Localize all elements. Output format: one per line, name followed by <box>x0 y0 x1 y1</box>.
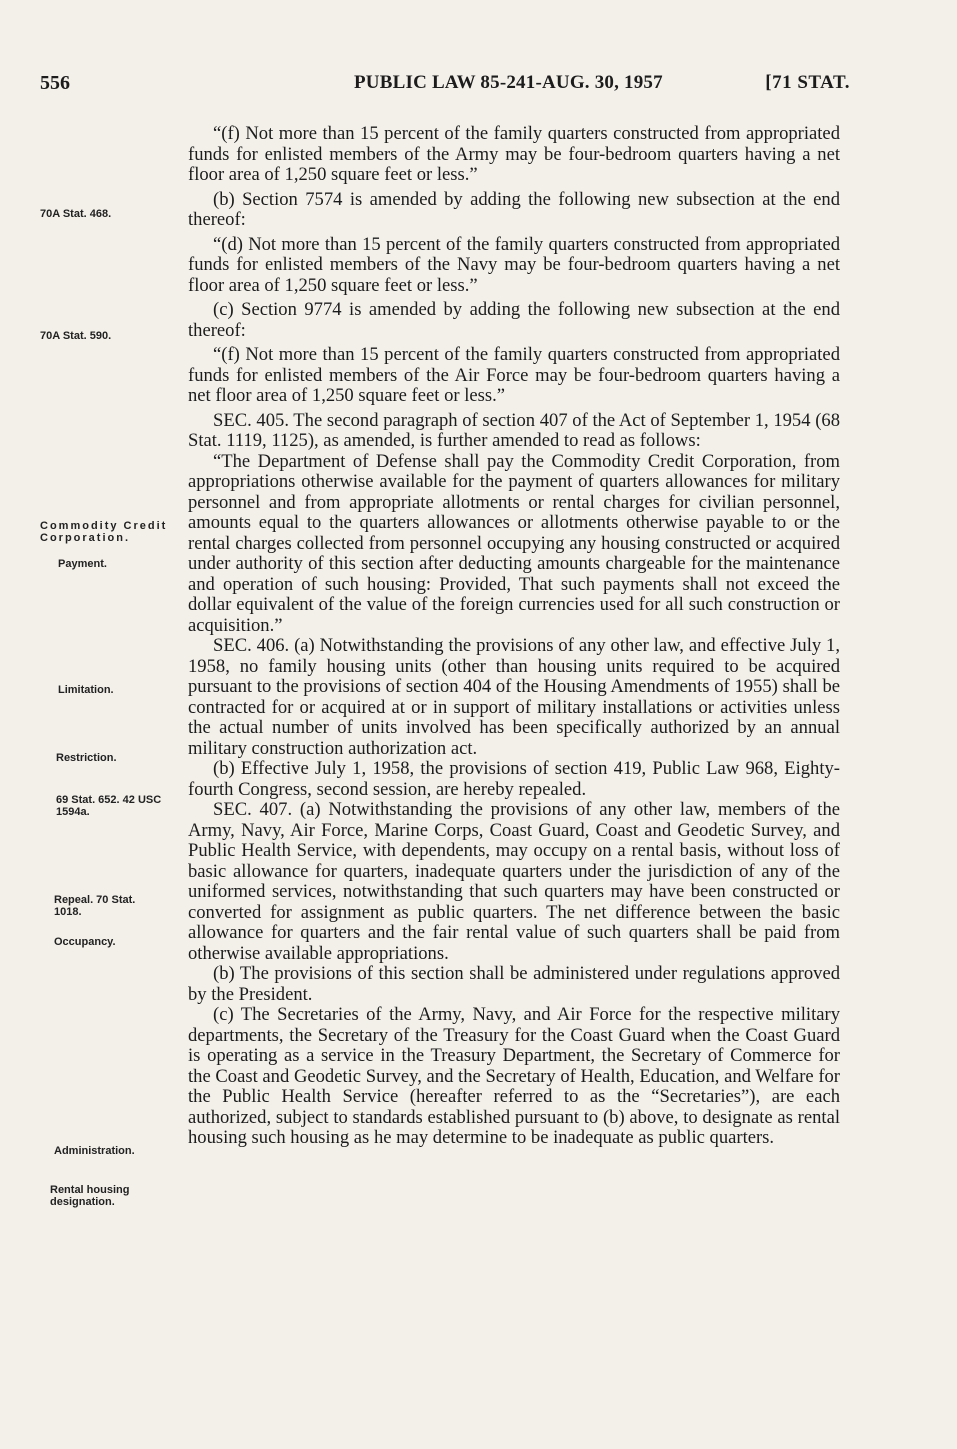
paragraph: “(f) Not more than 15 percent of the family quarters constructed from appropriated funds for enlisted members of the Air Force may be four-bedroom quarters having a net floor area of 1,250 square feet or less.” <box>188 344 840 406</box>
page-header <box>40 72 850 102</box>
running-title: PUBLIC LAW 85-241-AUG. 30, 1957 <box>354 72 663 93</box>
paragraph: (c) The Secretaries of the Army, Navy, and Air Force for the respective military departments, the Secretary of the Treasury for the Coast Guard when the Coast Guard is operating as a service in the Treasury Department, the Secretary of Commerce for the Coast and Geodetic Survey, and the Secretary of Health, Education, and Welfare for the Public Health Service (hereafter referred to as the “Secretaries”), are each authorized, subject to standards established pursuant to (b) above, to designate as rental housing such housing as he may determine to be inadequate as public quarters. <box>188 1004 840 1148</box>
margin-note-limitation: Limitation. <box>58 684 114 696</box>
margin-note-repeal: Repeal. 70 Stat. 1018. <box>54 894 136 918</box>
margin-note-commodity-credit: Commodity Credit Corporation. <box>40 520 168 544</box>
paragraph: “(f) Not more than 15 percent of the family quarters constructed from appropriated funds for enlisted members of the Army may be four-bedroom quarters having a net floor area of 1,250 square feet or less.” <box>188 123 840 185</box>
page-number: 556 <box>40 72 70 94</box>
paragraph: (b) Section 7574 is amended by adding the following new subsection at the end thereof: <box>188 188 840 230</box>
body-text <box>188 124 840 1149</box>
paragraph: SEC. 405. The second paragraph of section 407 of the Act of September 1, 1954 (68 Stat. 1119, 1125), as amended, is further amended to read as follows: <box>188 409 840 451</box>
margin-note-70a-590: 70A Stat. 590. <box>40 330 112 342</box>
margin-note-restriction: Restriction. <box>56 752 117 764</box>
margin-note-administration: Administration. <box>54 1145 135 1157</box>
paragraph: (b) The provisions of this section shall be administered under regulations approved by the President. <box>188 963 840 1005</box>
paragraph: SEC. 407. (a) Notwithstanding the provisions of any other law, members of the Army, Navy, Air Force, Marine Corps, Coast Guard, Coast and Geodetic Survey, and Public Health Service, with dependents, may occupy on a rental basis, without loss of basic allowance for quarters, inadequate quarters under the jurisdiction of any of the uniformed services, notwithstanding that such quarters may have been constructed or converted for assignment as public quarters. The net difference between the basic allowance for quarters and the fair rental value of such quarters shall be paid from otherwise available appropriations. <box>188 799 840 964</box>
margin-note-70a-468: 70A Stat. 468. <box>40 208 112 220</box>
margin-note-occupancy: Occupancy. <box>54 936 116 948</box>
margin-note-payment: Payment. <box>58 558 107 570</box>
margin-note-rental-housing: Rental housing designation. <box>50 1184 130 1208</box>
paragraph: (c) Section 9774 is amended by adding the following new subsection at the end thereof: <box>188 299 840 341</box>
paragraph: “The Department of Defense shall pay the Commodity Credit Corporation, from appropriations otherwise available for the payment of quarters allowances for military personnel and from appropriate allotments or rental charges for civilian personnel, amounts equal to the quarters allowances or allotments otherwise payable to or the rental charges collected from personnel occupying any housing constructed or acquired under authority of this section after deducting amounts chargeable for the maintenance and operation of such housing: Provided, That such payments shall not exceed the dollar equivalent of the value of the foreign currencies used for all such construction or acquisition.” <box>188 450 840 636</box>
statute-reference: [71 STAT. <box>765 72 850 93</box>
paragraph: (b) Effective July 1, 1958, the provisions of section 419, Public Law 968, Eighty-fourth Congress, second session, are hereby repealed. <box>188 758 840 800</box>
paragraph: “(d) Not more than 15 percent of the family quarters constructed from appropriated funds for enlisted members of the Navy may be four-bedroom quarters having a net floor area of 1,250 square feet or less.” <box>188 233 840 296</box>
margin-note-69-stat: 69 Stat. 652. 42 USC 1594a. <box>56 794 162 818</box>
paragraph: SEC. 406. (a) Notwithstanding the provisions of any other law, and effective July 1, 1958, no family housing units (other than housing units required to be acquired pursuant to the provisions of section 404 of the Housing Amendments of 1955) shall be contracted for or acquired at or in support of military installations or activities unless the actual number of units involved has been specifically authorized by an annual military construction authorization act. <box>188 635 840 759</box>
